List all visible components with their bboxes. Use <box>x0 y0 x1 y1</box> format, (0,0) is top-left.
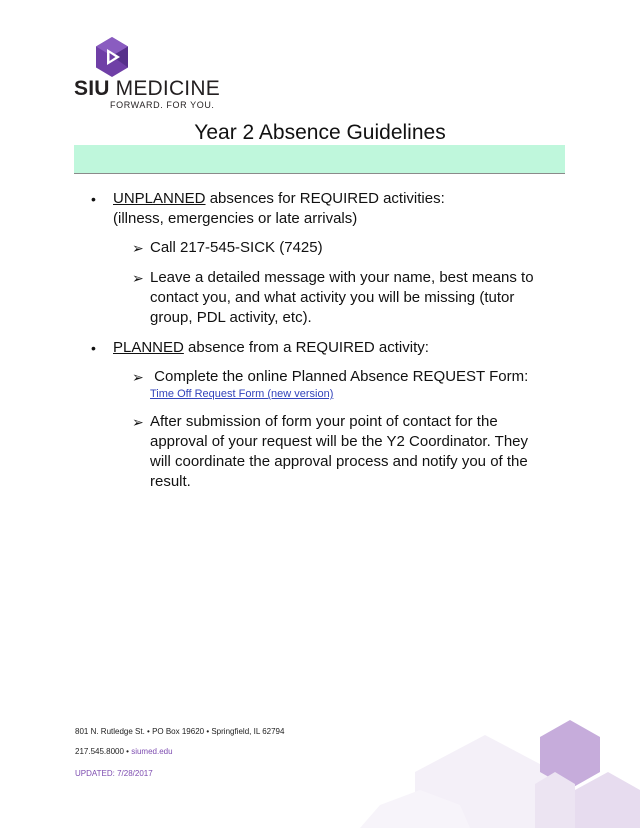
page-title: Year 2 Absence Guidelines <box>194 121 446 144</box>
footer-phone: 217.545.8000 <box>75 747 124 756</box>
section-heading-planned <box>113 338 429 358</box>
section-bullet: • <box>91 191 96 207</box>
footer-updated: UPDATED: 7/28/2017 <box>75 769 153 778</box>
heading-rest: absence from a REQUIRED activity: <box>183 339 429 356</box>
arrow-bullet-icon: ➢ <box>132 270 144 286</box>
arrow-bullet-icon: ➢ <box>132 240 144 256</box>
decorative-hexagons <box>360 710 640 828</box>
logo-brand-light: MEDICINE <box>109 77 220 100</box>
submission-line-2: approval of your request will be the Y2 Coordinator. They <box>150 433 529 450</box>
section-heading-unplanned <box>113 189 445 209</box>
footer-address: 801 N. Rutledge St. • PO Box 19620 • Springfield, IL 62794 <box>75 727 285 736</box>
footer-contact <box>75 747 173 756</box>
footer-separator: • <box>123 747 132 756</box>
section-bullet: • <box>91 340 96 356</box>
submission-line-4: result. <box>150 473 191 490</box>
arrow-bullet-icon: ➢ <box>132 369 144 385</box>
section-subline: (illness, emergencies or late arrivals) <box>113 210 358 227</box>
time-off-request-form-link[interactable]: Time Off Request Form (new version) <box>150 388 334 400</box>
arrow-bullet-icon: ➢ <box>132 414 144 430</box>
hexagon-play-logo-icon <box>94 36 130 78</box>
keyword-planned: PLANNED <box>113 339 184 356</box>
logo-wordmark <box>74 78 220 100</box>
heading-rest: absences for REQUIRED activities: <box>205 190 445 207</box>
title-band <box>74 145 565 174</box>
message-line-2: contact you, and what activity you will be missing (tutor <box>150 289 515 306</box>
logo-tagline: FORWARD. FOR YOU. <box>110 100 215 110</box>
message-line-3: group, PDL activity, etc). <box>150 309 312 326</box>
call-line: Call 217-545-SICK (7425) <box>150 239 323 256</box>
keyword-unplanned: UNPLANNED <box>113 190 206 207</box>
submission-line-1: After submission of form your point of contact for the <box>150 413 498 430</box>
logo-brand-bold: SIU <box>74 77 110 100</box>
complete-form-line: Complete the online Planned Absence REQUEST Form: <box>150 368 529 385</box>
submission-line-3: will coordinate the approval process and notify you of the <box>150 453 528 470</box>
hexagon-lavender-mid <box>535 772 575 828</box>
message-line-1: Leave a detailed message with your name, best means to <box>150 269 534 286</box>
footer-website-link[interactable]: siumed.edu <box>131 747 173 756</box>
